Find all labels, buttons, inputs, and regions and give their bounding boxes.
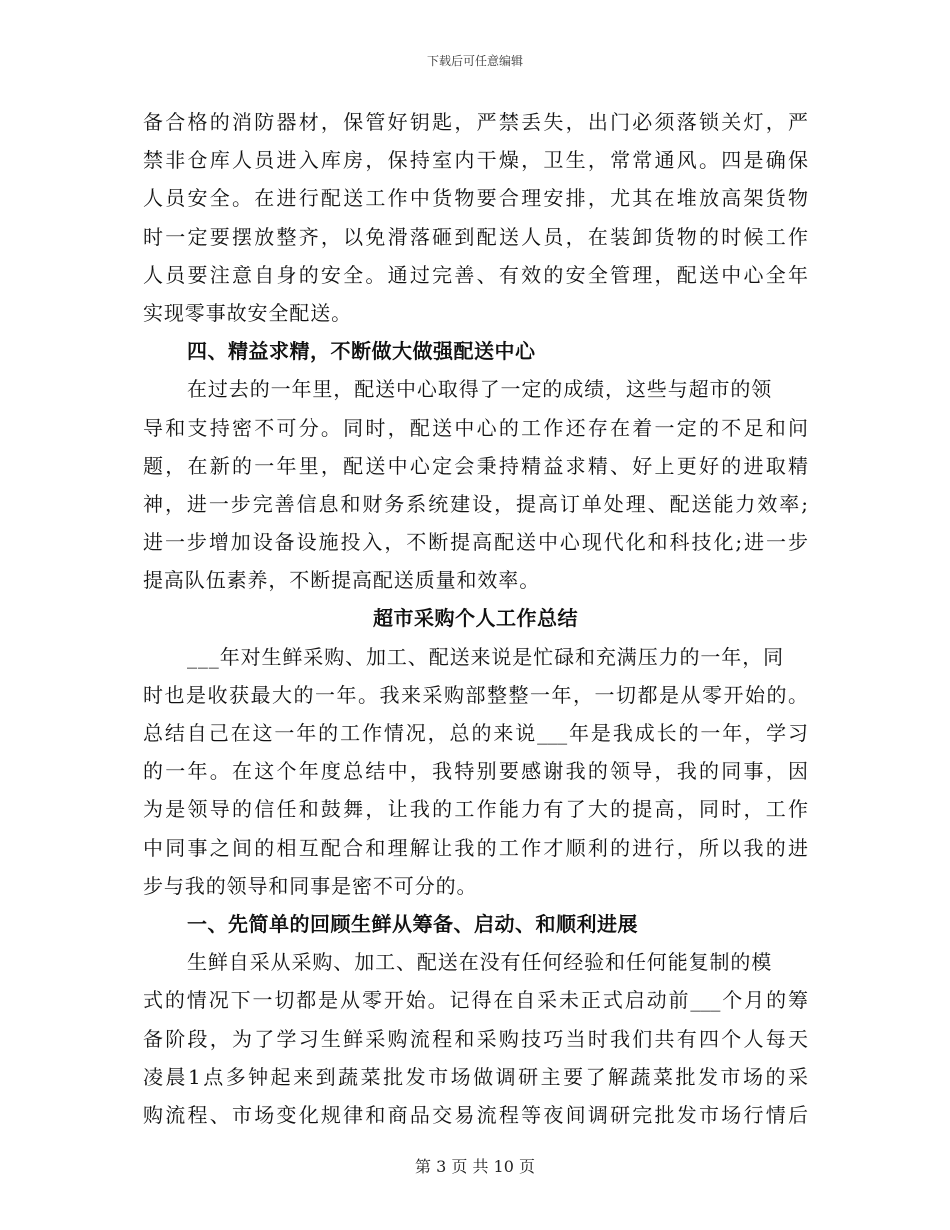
paragraph-line: 时一定要摆放整齐，以免滑落砸到配送人员，在装卸货物的时候工作 <box>143 224 808 249</box>
paragraph-line: 时也是收获最大的一年。我来采购部整整一年，一切都是从零开始的。 <box>143 682 808 707</box>
paragraph-line: 购流程、市场变化规律和商品交易流程等夜间调研完批发市场行情后 <box>143 1102 808 1127</box>
paragraph-line: 备阶段，为了学习生鲜采购流程和采购技巧当时我们共有四个人每天 <box>143 1026 808 1051</box>
paragraph-line: 为是领导的信任和鼓舞，让我的工作能力有了大的提高，同时，工作 <box>143 797 808 822</box>
paragraph-line: 题，在新的一年里，配送中心定会秉持精益求精、好上更好的进取精 <box>143 453 808 478</box>
document-title: 超市采购个人工作总结 <box>373 606 578 631</box>
paragraph-line: 总结自己在这一年的工作情况，总的来说___年是我成长的一年，学习 <box>143 721 808 745</box>
paragraph-line: 式的情况下一切都是从零开始。记得在自采未正式启动前___个月的筹 <box>143 988 808 1013</box>
paragraph-line: 神，进一步完善信息和财务系统建设，提高订单处理、配送能力效率; <box>143 491 808 516</box>
paragraph-line: ___年对生鲜采购、加工、配送来说是忙碌和充满压力的一年，同 <box>187 644 784 669</box>
paragraph-line: 生鲜自采从采购、加工、配送在没有任何经验和任何能复制的模 <box>187 950 773 975</box>
section-heading: 四、精益求精，不断做大做强配送中心 <box>187 339 536 364</box>
paragraph-line: 备合格的消防器材，保管好钥匙，严禁丢失，出门必须落锁关灯，严 <box>143 110 808 134</box>
paragraph-line: 禁非仓库人员进入库房，保持室内干燥，卫生，常常通风。四是确保 <box>143 148 808 173</box>
page-number: 第 3 页 共 10 页 <box>415 1157 535 1176</box>
paragraph-line: 中同事之间的相互配合和理解让我的工作才顺利的进行，所以我的进 <box>143 835 808 860</box>
paragraph-line: 导和支持密不可分。同时，配送中心的工作还存在着一定的不足和问 <box>143 415 808 440</box>
paragraph-line: 进一步增加设备设施投入，不断提高配送中心现代化和科技化;进一步 <box>143 530 808 555</box>
paragraph-line: 提高队伍素养，不断提高配送质量和效率。 <box>143 568 541 593</box>
paragraph-line: 在过去的一年里，配送中心取得了一定的成绩，这些与超市的领 <box>187 377 773 402</box>
paragraph-line: 人员要注意自身的安全。通过完善、有效的安全管理，配送中心全年 <box>143 262 808 287</box>
document-body <box>143 103 808 1134</box>
paragraph-line: 实现零事故安全配送。 <box>143 300 352 325</box>
paragraph-line: 的一年。在这个年度总结中，我特别要感谢我的领导，我的同事，因 <box>143 759 808 784</box>
paragraph-line: 凌晨1点多钟起来到蔬菜批发市场做调研主要了解蔬菜批发市场的采 <box>143 1064 808 1089</box>
paragraph-line: 步与我的领导和同事是密不可分的。 <box>143 873 478 898</box>
paragraph-line: 人员安全。在进行配送工作中货物要合理安排，尤其在堆放高架货物 <box>143 186 808 211</box>
section-heading: 一、先简单的回顾生鲜从筹备、启动、和顺利进展 <box>187 911 638 936</box>
page-header-note: 下载后可任意编辑 <box>426 54 523 68</box>
